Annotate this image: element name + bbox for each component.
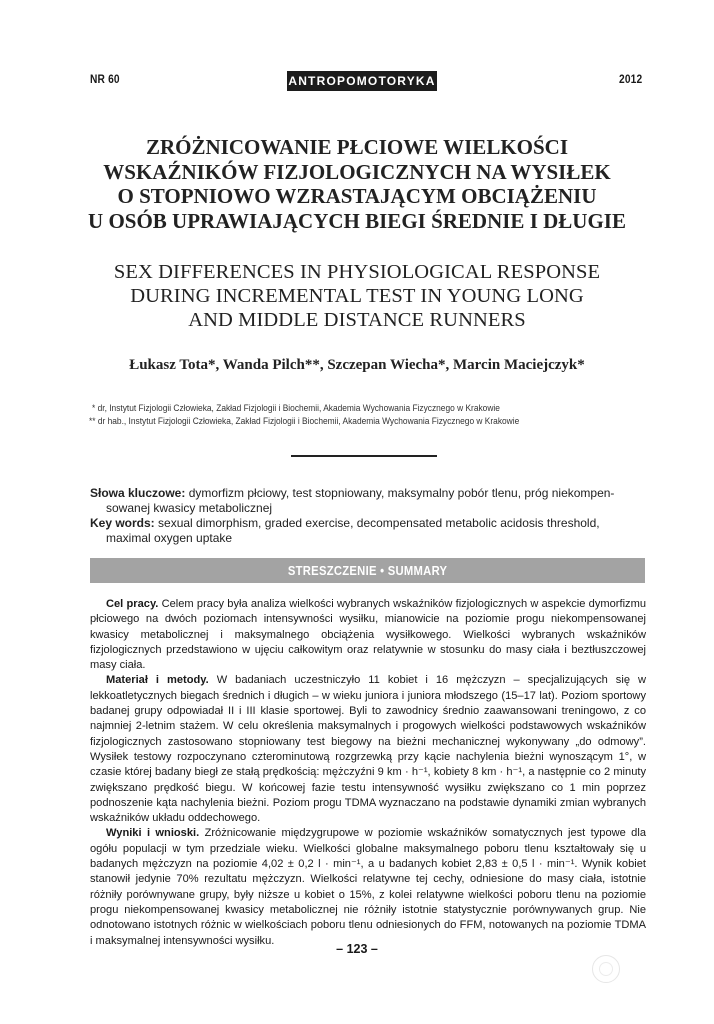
title-pl-line: WSKAŹNIKÓW FIZJOLOGICZNYCH NA WYSIŁEK	[103, 159, 611, 184]
keywords-pl-line1: dymorfizm płciowy, test stopniowany, maksymalny pobór tlenu, próg niekompen-	[185, 486, 615, 500]
title-english	[70, 260, 644, 332]
separator-rule	[291, 455, 437, 457]
keywords-polish	[90, 486, 646, 516]
abstract-lead-results: Wyniki i wnioski.	[106, 827, 200, 840]
keywords-en-label: Key words:	[90, 516, 155, 530]
keywords-en-line1: sexual dimorphism, graded exercise, decompensated metabolic acidosis threshold,	[154, 516, 600, 530]
keywords-pl-line2: sowanej kwasicy metabolicznej	[106, 501, 273, 515]
issue-number: NR 60	[90, 72, 120, 86]
keywords-english	[90, 516, 646, 546]
title-polish	[70, 135, 644, 233]
title-en-line: SEX DIFFERENCES IN PHYSIOLOGICAL RESPONSE	[113, 261, 601, 283]
abstract-text-aim: Celem pracy była analiza wielkości wybranych wskaźników fizjologicznych w aspekcie dymorfizmu płciowego na dwóch poziomach intensywności wysiłku, mianowicie na poziomie progu niekompensowanej kwasicy metabolicznej i maksymalnego obciążenia wysiłkowego. Wielkości wybranych wskaźników fizjologicznych przedstawiono w ujęciu całkowitym oraz relatywnie w stosunku do masy ciała i beztłuszczowej masy ciała.	[90, 598, 646, 672]
abstract-paragraph	[90, 597, 646, 673]
watermark-logo-icon	[592, 955, 620, 983]
keywords-en-line2: maximal oxygen uptake	[106, 531, 233, 545]
title-pl-line: O STOPNIOWO WZRASTAJĄCYM OBCIĄŻENIU	[117, 184, 597, 208]
journal-name: ANTROPOMOTORYKA	[288, 74, 436, 88]
abstract-lead-methods: Materiał i metody.	[106, 674, 209, 687]
abstract-paragraph	[90, 673, 646, 826]
page-number: – 123 –	[336, 942, 378, 956]
title-en-line: DURING INCREMENTAL TEST IN YOUNG LONG	[130, 285, 584, 307]
abstract-lead-aim: Cel pracy.	[106, 598, 159, 610]
abstract-paragraph	[90, 826, 646, 948]
publication-year: 2012	[619, 72, 643, 86]
abstract-text-results: Zróżnicowanie międzygrupowe w poziomie wskaźników somatycznych jest typowe dla ogółu populacji w tym przedziale wieku. Wielkości globalne maksymalnego poboru tlenu kształtowały się u badanych mężczyzn na poziomie 4,02 ± 0,2 l · min⁻¹, a u badanych kobiet 2,83 ± 0,5 l · min⁻¹. Wynik kobiet stanowił jedynie 70% rezultatu mężczyzn. Wielkości relatywne tej cechy, odniesione do masy ciała, istotnie różniły porównywane grupy, były niższe u kobiet o 15%, z kolei relatywne wielkości poboru tlenu na poziomie progu niekompensowanej kwasicy metabolicznej nie różniły istotnie statystycznie porównywanych grup. Nie odnotowano istotnych różnic w wielkościach poboru tlenu odniesionych do FFM, notowanych na poziomie TDMA i maksymalnej intensywności wysiłku.	[90, 827, 646, 947]
affiliation-1: * dr, Instytut Fizjologii Człowieka, Zakład Fizjologii i Biochemii, Akademia Wychowania Fizycznego w Krakowie	[92, 403, 500, 413]
summary-section-bar	[90, 558, 645, 583]
title-pl-line: ZRÓŻNICOWANIE PŁCIOWE WIELKOŚCI	[145, 135, 569, 159]
abstract-text-methods: W badaniach uczestniczyło 11 kobiet i 16 mężczyzn – specjalizujących się w lekkoatletycznych biegach średnich i długich – w wieku juniora i juniora młodszego (15–17 lat). Poziom sportowy badanej grupy odpowiadał II i III klasie sportowej. Byli to zawodnicy średnio zaawansowani treningowo, z co najmniej 2-letnim stażem. W celu określenia maksymalnych i progowych wielkości podstawowych wskaźników fizjologicznych zastosowano stopniowany test biegowy na bieżni mechanicznej wykonywany „do odmowy”. Wysiłek testowy rozpoczynano czterominutową rozgrzewką przy kącie nachylenia bieżni wynoszącym 1°, w czasie której badany biegł ze stałą prędkością: mężczyźni 9 km · h⁻¹, kobiety 8 km · h⁻¹, a następnie co 2 minuty zwiększano prędkość biegu. W końcowej fazie testu intensywność wysiłku zwiększano co 1 min poprzez podnoszenie kąta nachylenia bieżni. Poziom progu TDMA wyznaczano na podstawie dynamiki zmian wybranych wskaźników układu oddechowego.	[90, 674, 646, 825]
author-list: Łukasz Tota*, Wanda Pilch**, Szczepan Wiecha*, Marcin Maciejczyk*	[129, 357, 585, 373]
title-en-line: AND MIDDLE DISTANCE RUNNERS	[188, 309, 526, 331]
keywords-pl-label: Słowa kluczowe:	[90, 486, 186, 500]
affiliation-2: ** dr hab., Instytut Fizjologii Człowieka, Zakład Fizjologii i Biochemii, Akademia Wychowania Fizycznego w Krakowie	[89, 416, 520, 426]
title-pl-line: U OSÓB UPRAWIAJĄCYCH BIEGI ŚREDNIE I DŁUGIE	[88, 208, 626, 233]
summary-heading: STRESZCZENIE • SUMMARY	[287, 563, 448, 578]
journal-name-badge	[287, 71, 437, 91]
abstract-body	[90, 597, 646, 949]
